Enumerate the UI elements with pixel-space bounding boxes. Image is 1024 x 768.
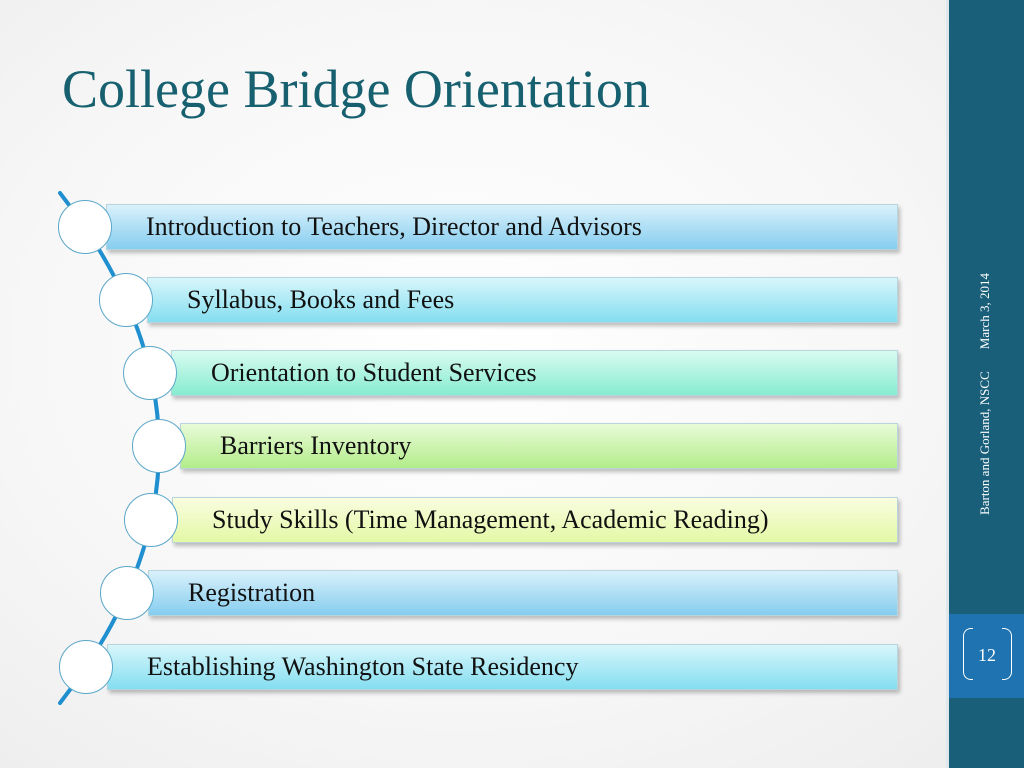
agenda-item [147,277,898,323]
bullet-circle [124,493,178,547]
footer-author: Barton and Gorland, NSCC [977,371,992,515]
agenda-item [171,350,898,396]
agenda-item-label: Orientation to Student Services [211,358,537,387]
bullet-circle [132,419,186,473]
footer-vertical-text [977,273,993,515]
agenda-item-label: Establishing Washington State Residency [147,652,579,681]
agenda-item [148,570,898,616]
agenda-item-label: Barriers Inventory [220,431,412,460]
slide-title: College Bridge Orientation [62,59,650,119]
agenda-item-label: Syllabus, Books and Fees [187,285,455,314]
agenda-item-label: Registration [188,578,316,607]
agenda-item [106,204,898,250]
bullet-circle [100,566,154,620]
agenda-item [172,497,898,543]
bullet-circle [99,273,153,327]
bullet-circle [58,200,112,254]
agenda-item [180,423,898,469]
page-number: 12 [978,644,996,665]
agenda-item-label: Introduction to Teachers, Director and Advisors [146,212,642,241]
bullet-circle [123,346,177,400]
agenda-item-label: Study Skills (Time Management, Academic Reading) [212,505,769,534]
agenda-item [107,644,898,690]
bullet-circle [59,640,113,694]
footer-date: March 3, 2014 [977,273,992,350]
